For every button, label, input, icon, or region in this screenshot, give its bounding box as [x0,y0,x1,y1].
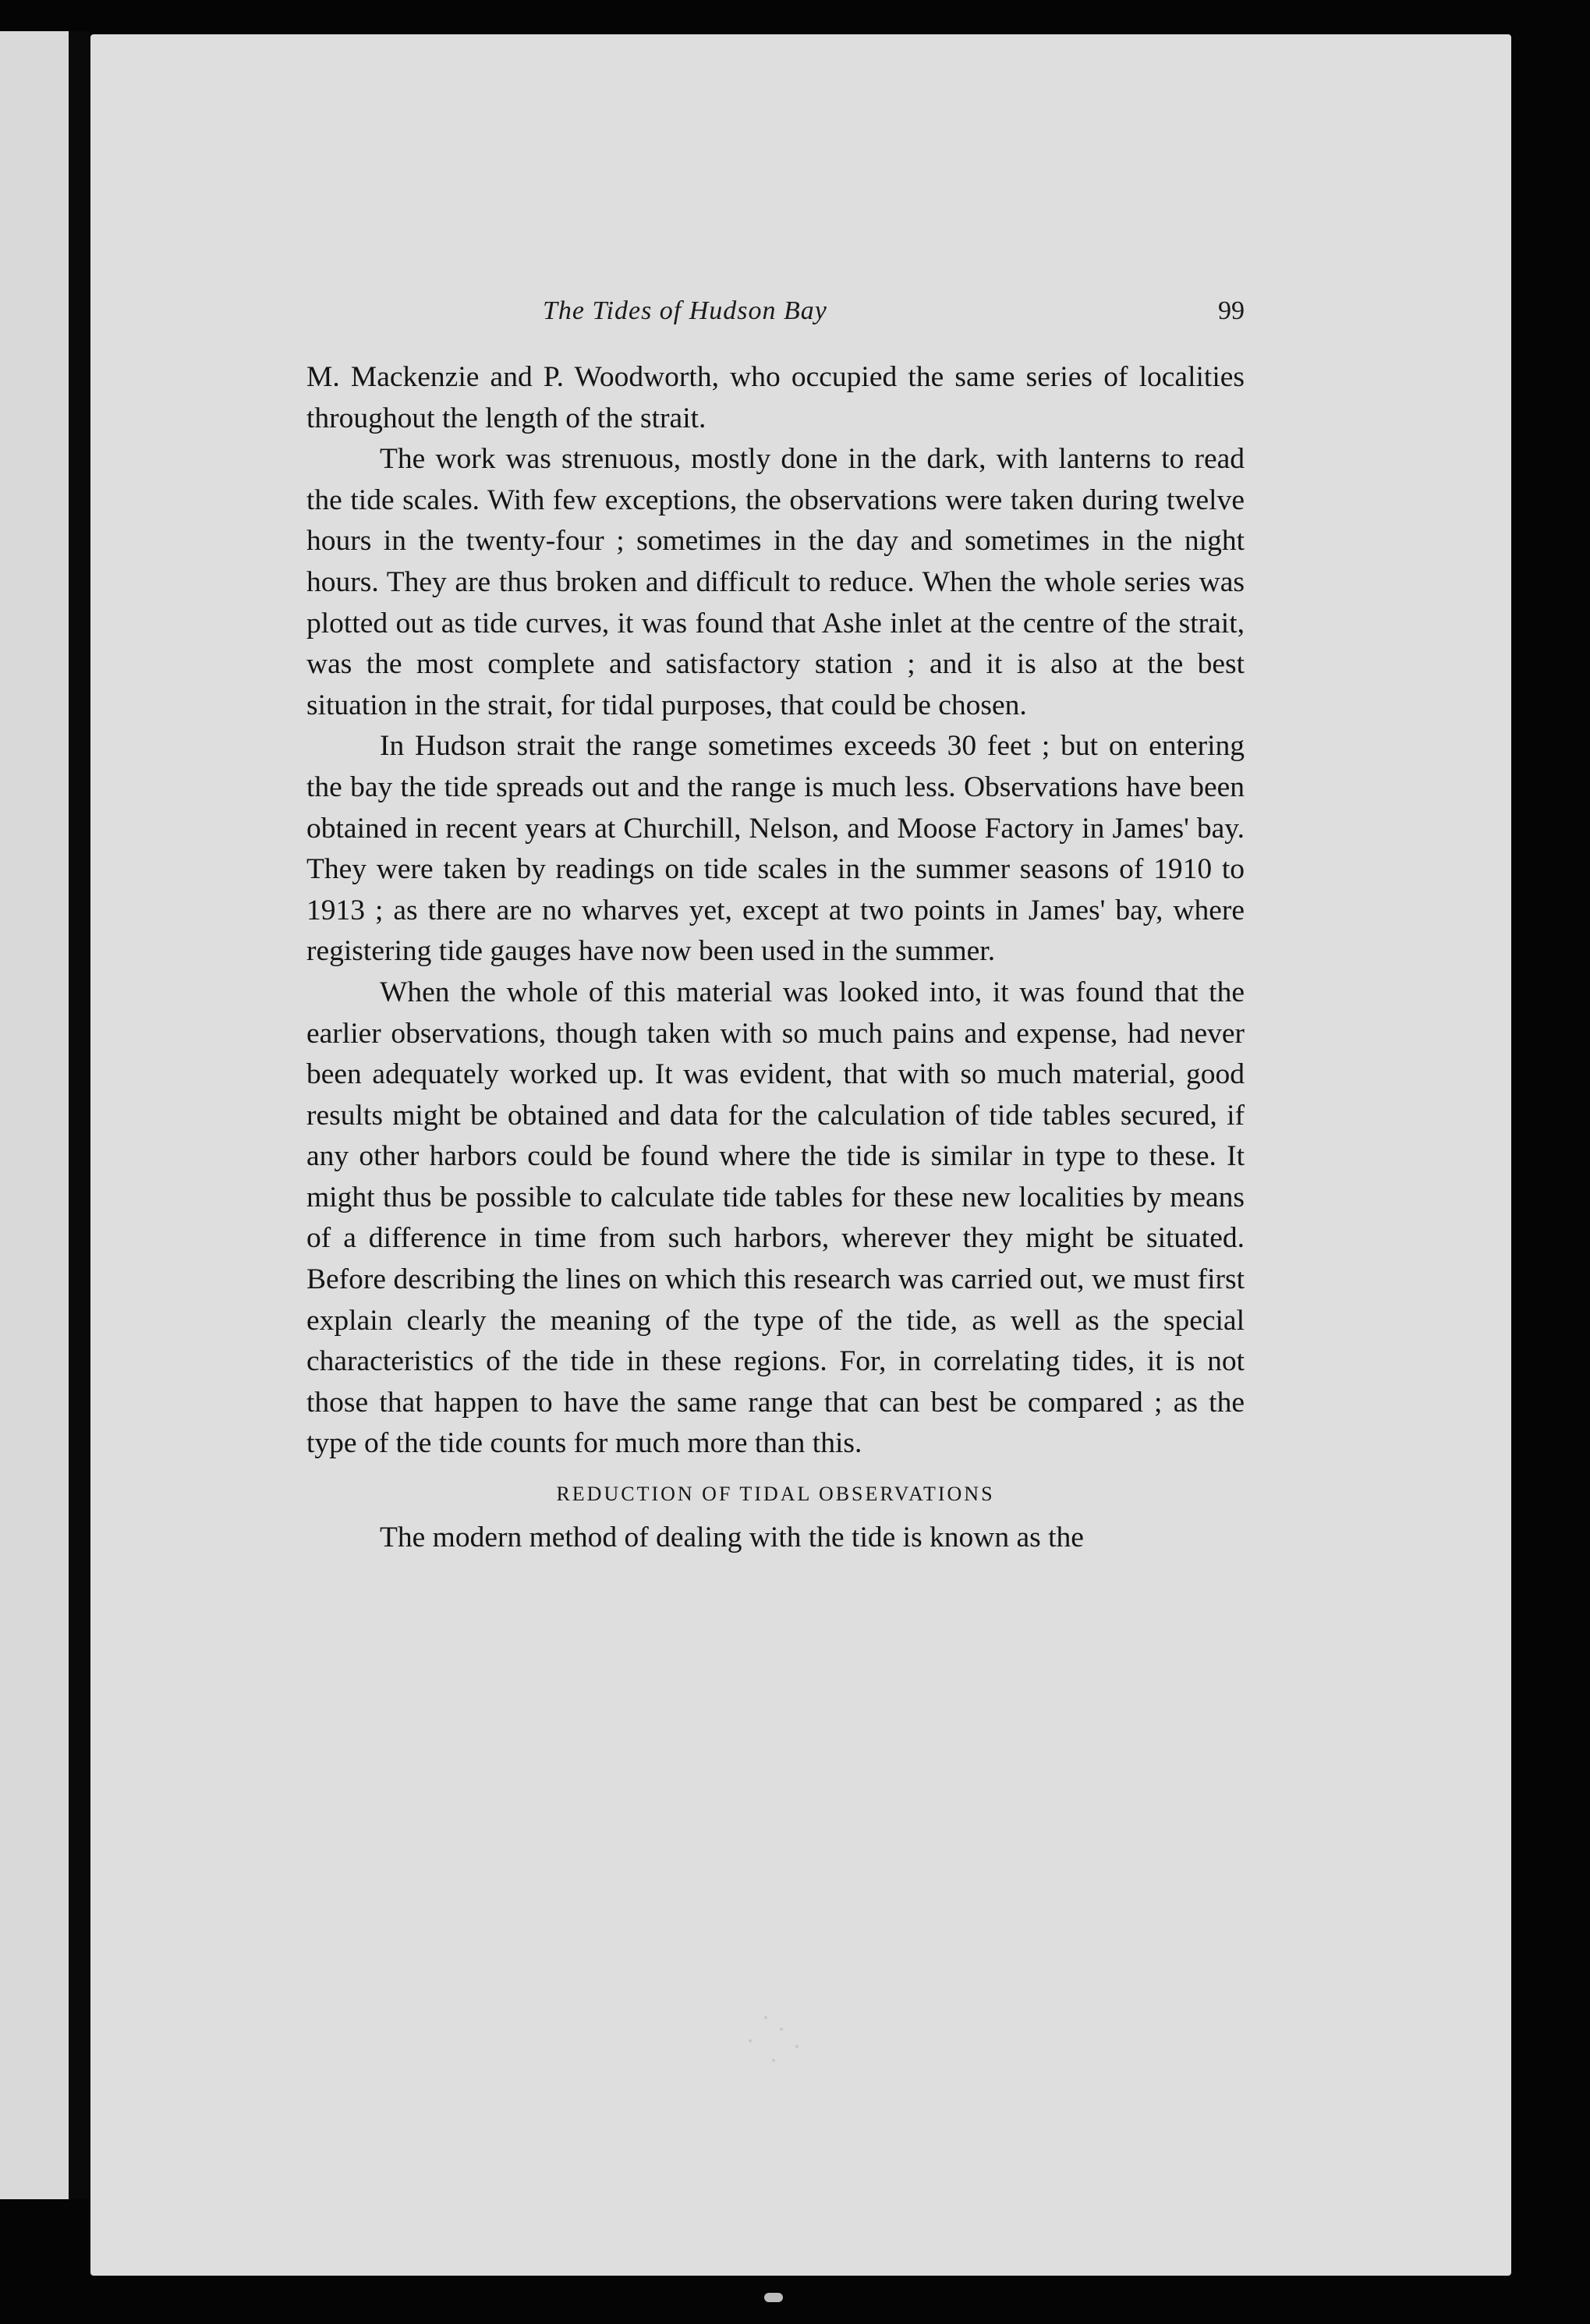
page-body [306,357,1245,1559]
paragraph-continuation: M. Mackenzie and P. Woodworth, who occupied the same series of localities throughout the length of the strait. [306,361,1245,434]
scan-speckle [749,2039,752,2042]
scan-speckle [780,2028,783,2031]
paragraph: In Hudson strait the range sometimes exceeds 30 feet ; but on entering the bay the tide spreads out and the range is much less. Observations have been obtained in recent years at Churchill, Nelson, and Moose Factory in James' bay. They were taken by readings on tide scales in the summer seasons of 1910 to 1913 ; as there are no wharves yet, except at two points in James' bay, where registering tide gauges have now been used in the summer. [306,730,1245,968]
page-header [543,296,1245,343]
gutter-shadow [69,31,89,2199]
scan-speckle [764,2016,767,2019]
paragraph: When the whole of this material was looked into, it was found that the earlier observations, though taken with so much pains and expense, had never been adequately worked up. It was evident, that with so much material, good results might be obtained and data for the calculation of tide tables secured, if any other harbors could be found where the tide is similar in type to these. It might thus be possible to calculate tide tables for these new localities by means of a difference in time from such harbors, wherever they might be situated. Before describing the lines on which this research was carried out, we must first explain clearly the meaning of the type of the tide, as well as the special characteristics of the tide in these regions. For, in correlating tides, it is not those that happen to have the same range that can best be compared ; as the type of the tide counts for much more than this. [306,976,1245,1460]
scan-artifact [764,2293,783,2302]
scan-speckle [772,2059,775,2062]
section-heading: REDUCTION OF TIDAL OBSERVATIONS [556,1483,995,1506]
page-number: 99 [1218,296,1245,325]
facing-page-edge [0,31,78,2199]
scan-speckle [795,2045,799,2048]
paragraph: The work was strenuous, mostly done in the dark, with lanterns to read the tide scales. With few exceptions, the observations were taken during twelve hours in the twenty-four ; sometimes in the day and sometimes in the night hours. They are thus broken and difficult to reduce. When the whole series was plotted out as tide curves, it was found that Ashe inlet at the centre of the strait, was the most complete and satisfactory station ; and it is also at the best situation in the strait, for tidal purposes, that could be chosen. [306,443,1245,721]
paragraph-final-line: The modern method of dealing with the tide is known as the [380,1522,1084,1554]
running-title: The Tides of Hudson Bay [543,296,827,325]
